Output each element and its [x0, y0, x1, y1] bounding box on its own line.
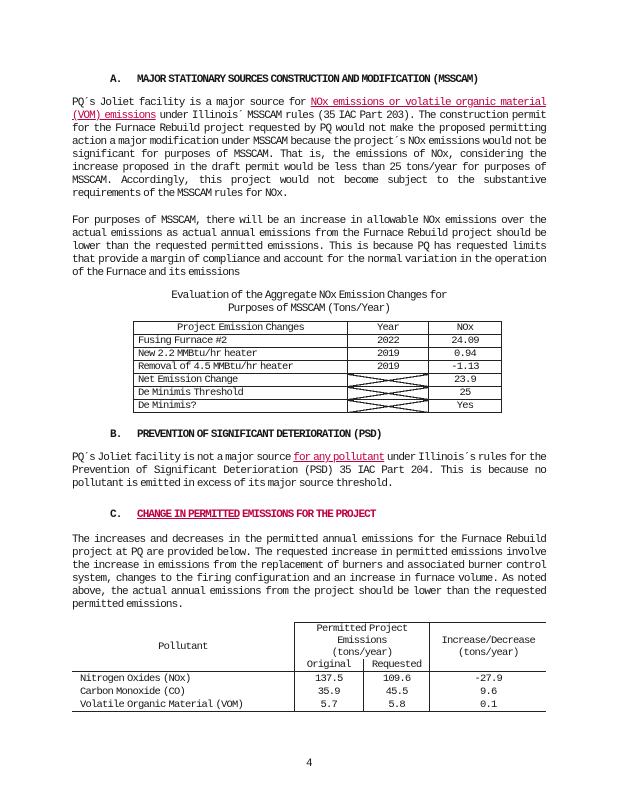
table2-subheader-original: Original — [294, 659, 363, 672]
table-row — [72, 672, 546, 686]
page-number: 4 — [305, 758, 313, 770]
table1-row0-nox: 24.09 — [429, 335, 502, 348]
table1-row5-nox: Yes — [429, 400, 502, 413]
table2-row0-requested: 109.6 — [363, 672, 430, 686]
section-c-heading — [110, 509, 546, 522]
table1-header-year: Year — [348, 322, 429, 335]
table2-row0-pollutant: Nitrogen Oxides (NOx) — [80, 672, 191, 685]
table1-title-line1: Evaluation of the Aggregate NOx Emission Changes for — [171, 290, 447, 302]
table2-header-permitted — [294, 623, 430, 660]
permitted-emissions-table — [72, 622, 546, 712]
msscam-evaluation-table — [133, 321, 502, 413]
table1-row4-nox: 25 — [429, 387, 502, 400]
table1-title-line2: Purposes of MSSCAM (Tons/Year) — [227, 303, 391, 315]
table-header-row — [72, 623, 546, 660]
table1-row4-year-crossed-cell — [348, 387, 429, 400]
table1-row2-project: Removal of 4.5 MMBtu/hr heater — [134, 361, 348, 374]
section-b-paragraph — [72, 452, 546, 491]
table2-subheader-requested: Requested — [363, 659, 430, 672]
section-c-title-rest: EMISSIONS FOR THE PROJECT — [239, 509, 376, 521]
table2-row1-pollutant: Carbon Monoxide (CO) — [80, 685, 186, 698]
section-c-paragraph: The increases and decreases in the permitted annual emissions for the Furnace Rebuild project at PQ are provided below. The requested increase in permitted emissions involve the increase in emissions from the replacement of burners and associated burner control system, changes to the firing configuration and an increase in furnace volume. As noted above, the actual annual emissions from the project should be lower than the requested permitted emissions. — [72, 534, 546, 611]
section-c-title — [137, 509, 376, 522]
table-row — [134, 361, 502, 374]
table2-row1-change: 9.6 — [430, 685, 546, 698]
table1-row0-project: Fusing Furnace #2 — [134, 335, 348, 348]
table1-row1-nox: 0.94 — [429, 348, 502, 361]
table2-header-permitted-line1: Permitted Project — [316, 623, 408, 635]
table1-row1-year: 2019 — [348, 348, 429, 361]
table-row — [134, 335, 502, 348]
table2-header-change-line1: Increase/Decrease — [441, 635, 535, 647]
table1-row2-year: 2019 — [348, 361, 429, 374]
section-c-label: C. — [110, 509, 122, 521]
table-row — [134, 387, 502, 400]
table1-row5-year-crossed-cell — [348, 400, 429, 413]
table1-header-nox: NOx — [429, 322, 502, 335]
table2-row2-pollutant: Volatile Organic Material (VOM) — [72, 698, 294, 712]
table1-row1-project: New 2.2 MMBtu/hr heater — [134, 348, 348, 361]
table1-row4-project: De Minimis Threshold — [134, 387, 348, 400]
table1-header-project: Project Emission Changes — [134, 322, 348, 335]
para-b-inserted-text: for any pollutant — [293, 452, 385, 464]
section-c-title-underlined: CHANGE IN PERMITTED — [137, 509, 240, 521]
section-a-heading — [110, 74, 546, 87]
section-b-title: PREVENTION OF SIGNIFICANT DETERIORATION (PSD) — [137, 429, 382, 441]
para-a1-text-before: PQ´s Joliet facility is a major source for — [72, 97, 311, 109]
para-a1-inserted-text: NOx emissions or volatile organic material (VOM) emissions — [72, 97, 546, 122]
table2-row1-original: 35.9 — [294, 685, 363, 698]
section-a-paragraph-2: For purposes of MSSCAM, there will be an increase in allowable NOx emissions over the actual emissions as actual annual emissions from the Furnace Rebuild project should be lower than the requested permitted emissions. This is because PQ has requested limits that provide a margin of compliance and account for the normal variation in the operation of the Furnace and its emissions — [72, 215, 546, 279]
table2-row0-original: 137.5 — [294, 672, 363, 686]
table2-row2-requested: 5.8 — [363, 698, 430, 712]
table-header-row — [134, 322, 502, 335]
table2-header-permitted-line2: Emissions — [337, 635, 387, 647]
table1-row3-year-crossed-cell — [348, 374, 429, 387]
section-a-paragraph-1 — [72, 97, 546, 201]
table-row — [134, 400, 502, 413]
table2-header-pollutant: Pollutant — [72, 623, 294, 672]
section-a-title: MAJOR STATIONARY SOURCES CONSTRUCTION AND MODIFICATION (MSSCAM) — [137, 74, 479, 86]
table-row — [134, 374, 502, 387]
para-b-text-after: under Illinois´s rules for the Prevention of Significant Deterioration (PSD) 35 IAC Part 204. This is because no pollutant is emitted in excess of its major source threshold. — [72, 452, 546, 490]
para-a1-text-after: under Illinois´ MSSCAM rules (35 IAC Part 203). The construction permit for the Furnace Rebuild project requested by PQ would not make the proposed permitting action a major modification under MSSCAM because the project´s NOx emissions would not be significant for purposes of MSSCAM. That is, the emissions of NOx, considering the increase proposed in the draft permit would be less than 25 tons/year for purposes of MSSCAM. Accordingly, this project would not become subject to the substantive requirements of the MSSCAM rules for NOx. — [72, 110, 546, 200]
section-b-label: B. — [110, 429, 122, 441]
section-a-label: A. — [110, 74, 122, 86]
msscam-table-wrap — [133, 321, 546, 413]
table1-row3-nox: 23.9 — [429, 374, 502, 387]
table1-row5-project: De Minimis? — [134, 400, 348, 413]
table2-row0-change: -27.9 — [430, 672, 546, 686]
table2-row1-requested: 45.5 — [363, 685, 430, 698]
table2-row2-original: 5.7 — [294, 698, 363, 712]
table2-header-permitted-line3: (tons/year) — [331, 647, 393, 659]
table1-row3-project: Net Emission Change — [134, 374, 348, 387]
table2-header-change — [430, 623, 546, 672]
section-b-heading — [110, 429, 546, 442]
para-b-text-before: PQ´s Joliet facility is not a major source — [72, 452, 294, 464]
table2-row2-change: 0.1 — [430, 698, 546, 712]
table-row — [134, 348, 502, 361]
table1-row0-year: 2022 — [348, 335, 429, 348]
table-row — [72, 685, 546, 698]
table-row — [72, 698, 546, 712]
table2-header-change-line2: (tons/year) — [457, 647, 519, 659]
table1-title — [72, 290, 546, 316]
table1-row2-nox: -1.13 — [429, 361, 502, 374]
